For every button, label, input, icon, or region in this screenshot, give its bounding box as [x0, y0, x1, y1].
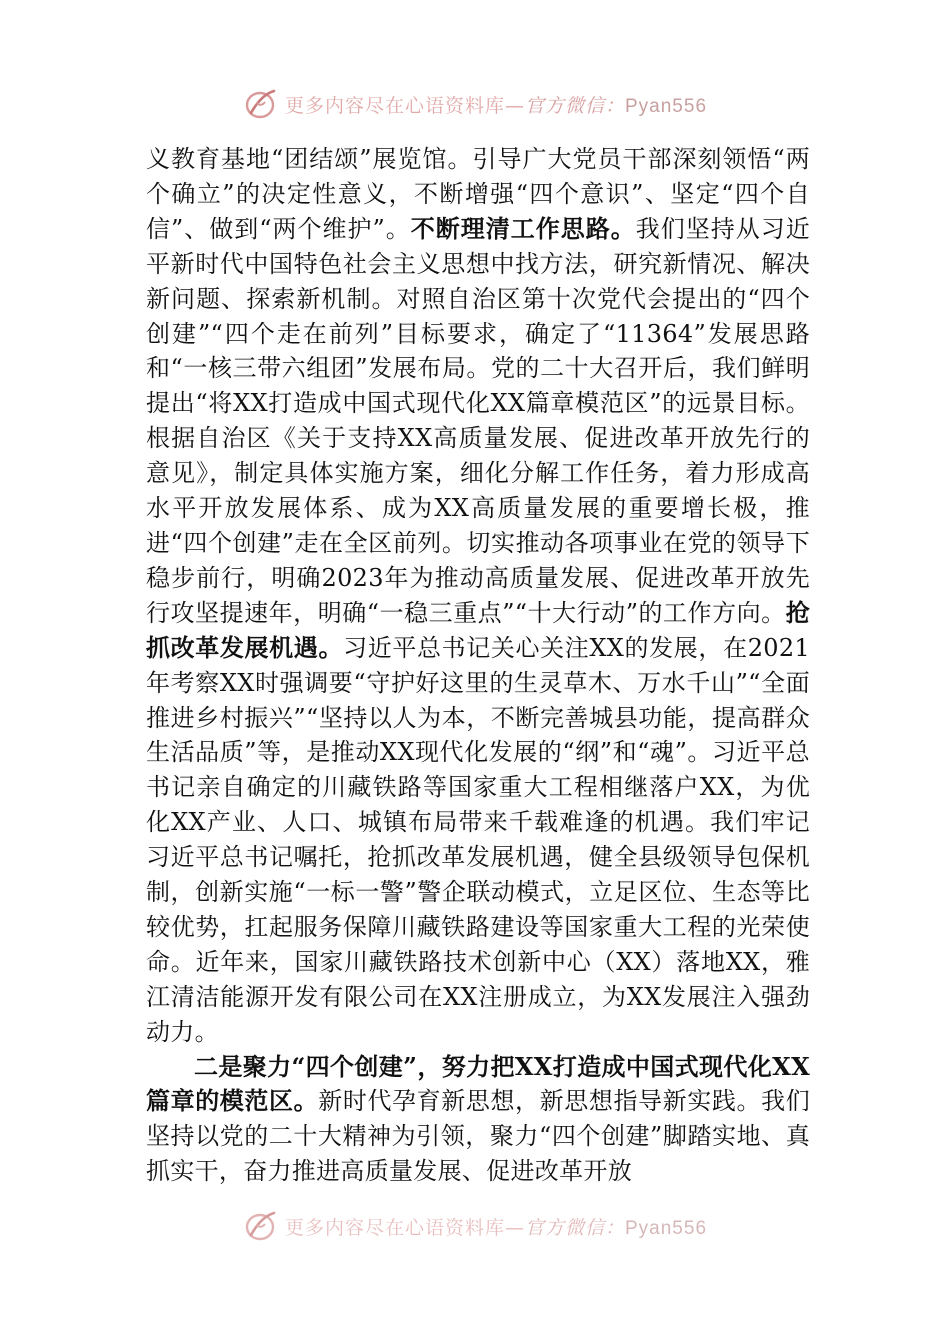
para1-text-c: 习近平总书记关心关注XX的发展，在2021年考察XX时强调要“守护好这里的生灵草木、万水千山”“全面推进乡村振兴”“坚持以人为本，不断完善城县功能，提高群众生活品质”等，是推动XX现代化发展的“纲”和“魂”。习近平总书记亲自确定的川藏铁路等国家重大工程相继落户XX，为优化XX产业、人口、城镇布局带来千载难逢的机遇。我们牢记习近平总书记嘱托，抢抓改革发展机遇，健全县级领导包保机制，创新实施“一标一警”警企联动模式，立足区位、生态等比较优势，扛起服务保障川藏铁路建设等国家重大工程的光荣使命。近年来，国家川藏铁路技术创新中心（XX）落地XX，雅江清洁能源开发有限公司在XX注册成立，为XX发展注入强劲动力。 — [146, 633, 810, 1046]
brand-logo-icon — [243, 87, 279, 121]
watermark-id: Pyan556 — [625, 95, 708, 117]
para1-text-a: 义教育基地“团结颂”展览馆。引导广大党员干部深刻领悟“两个确立”的决定性意义，不断增强“四个意识”、坚定“四个自信”、做到“两个维护”。 — [146, 145, 810, 243]
para1-heading-work-thinking: 不断理清工作思路。 — [410, 213, 636, 243]
para2-heading: 二是聚力“四个创建”，努力把XX打造成中国式现代化XX篇章的模范区。 — [146, 1051, 810, 1116]
header-watermark — [0, 84, 950, 124]
footer-watermark — [0, 1206, 950, 1246]
watermark-wechat: 官方微信： — [524, 94, 625, 117]
brand-logo-icon — [243, 1209, 279, 1243]
paragraph-2 — [146, 1050, 810, 1190]
para1-heading-reform-opportunity: 抢抓改革发展机遇。 — [146, 597, 810, 662]
document-body — [146, 142, 810, 1189]
para1-text-b: 我们坚持从习近平新时代中国特色社会主义思想中找方法，研究新情况、解决新问题、探索新机制。对照自治区第十次党代会提出的“四个创建”“四个走在前列”目标要求，确定了“11364”发展思路和“一核三带六组团”发展布局。党的二十大召开后，我们鲜明提出“将XX打造成中国式现代化XX篇章模范区”的远景目标。根据自治区《关于支持XX高质量发展、促进改革开放先行的意见》，制定具体实施方案，细化分解工作任务，着力形成高水平开放发展体系、成为XX高质量发展的重要增长极，推进“四个创建”走在全区前列。切实推动各项事业在党的领导下稳步前行，明确2023年为推动高质量发展、促进改革开放先行攻坚提速年，明确“一稳三重点”“十大行动”的工作方向。 — [146, 214, 810, 627]
watermark-id: Pyan556 — [625, 1217, 708, 1239]
watermark-main: 更多内容尽在心语资料库— — [284, 94, 525, 117]
watermark-text — [285, 91, 707, 118]
para2-text: 新时代孕育新思想，新思想指导新实践。我们坚持以党的二十大精神为引领，聚力“四个创建”脚踏实地、真抓实干，奋力推进高质量发展、促进改革开放 — [146, 1087, 810, 1186]
watermark-text — [285, 1213, 707, 1240]
paragraph-1 — [146, 142, 810, 1050]
watermark-wechat: 官方微信： — [524, 1216, 625, 1239]
watermark-main: 更多内容尽在心语资料库— — [284, 1216, 525, 1239]
